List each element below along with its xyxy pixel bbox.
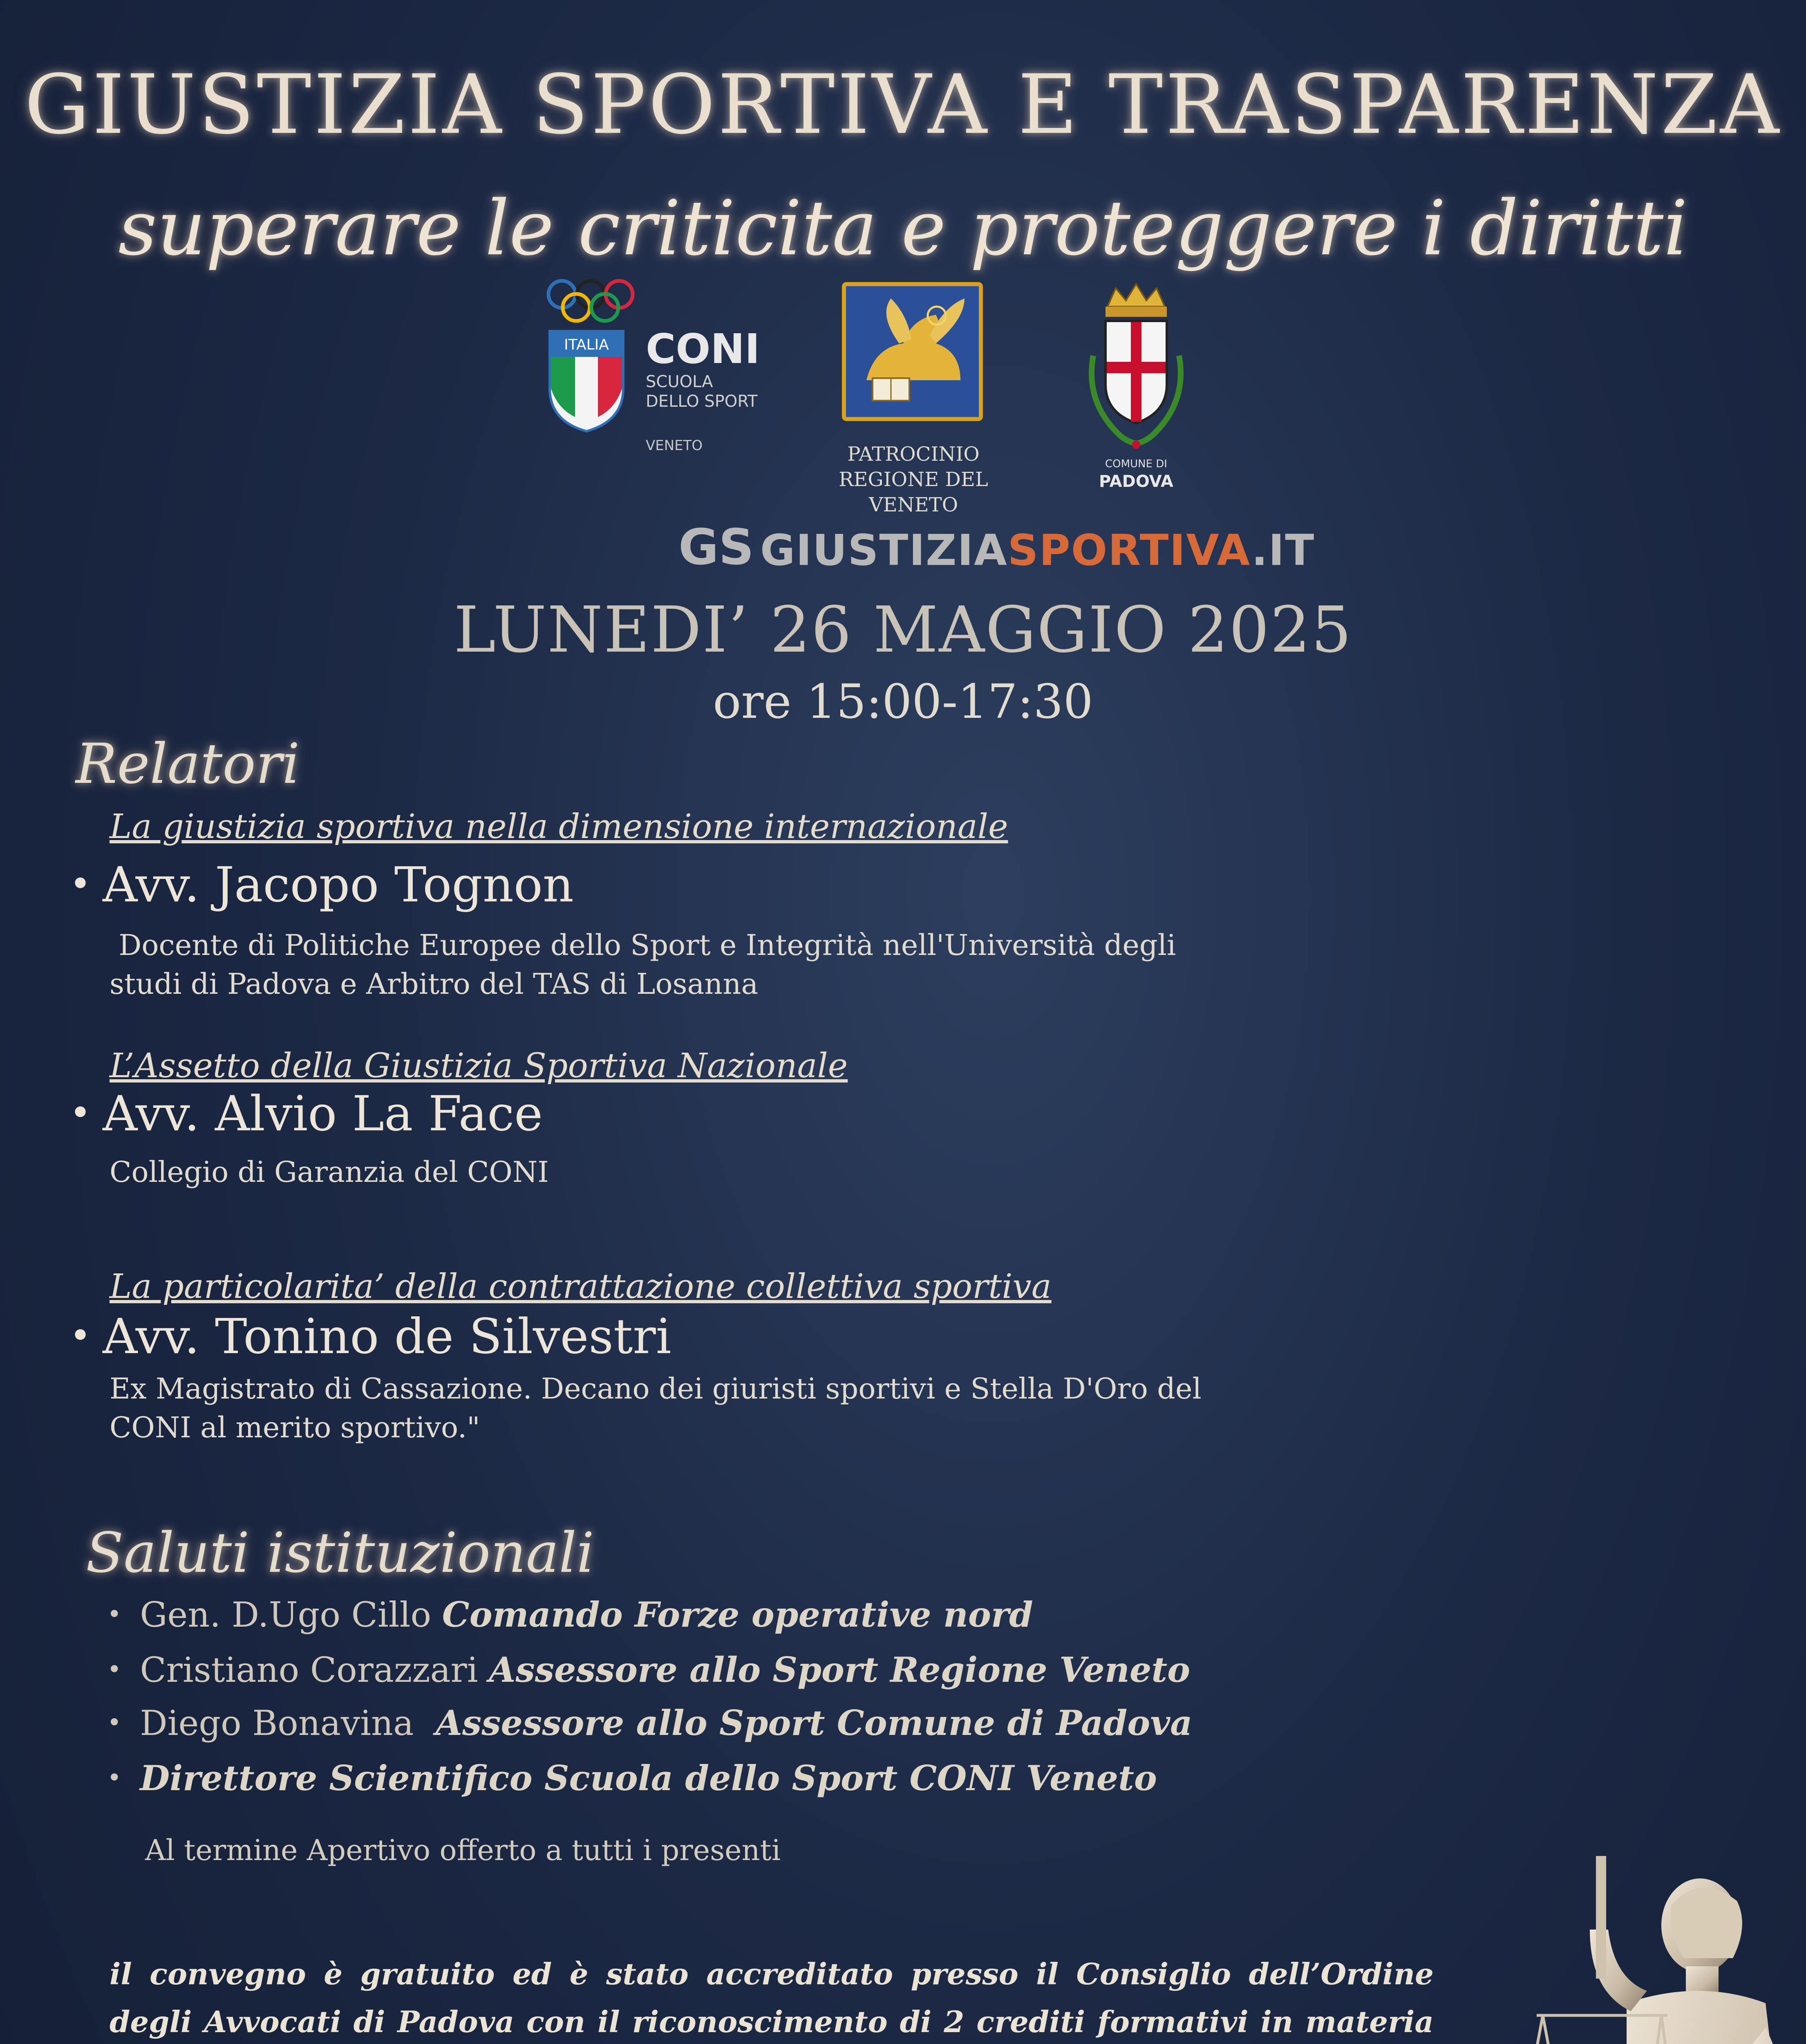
coni-logo — [544, 278, 781, 458]
relatore-topic: La giustizia sportiva nella dimensione internazionale — [110, 807, 1008, 846]
relatore-description — [110, 926, 1213, 1004]
relatore-speaker — [69, 856, 574, 913]
regione-label-line2: REGIONE DEL VENETO — [839, 468, 988, 516]
regione-veneto-logo — [807, 278, 1020, 516]
desc-line: Collegio di Garanzia del CONI — [110, 1155, 549, 1189]
relatore-speaker — [69, 1308, 671, 1365]
saluto-item — [107, 1703, 1193, 1743]
saluto-item — [107, 1650, 1190, 1690]
coni-school-line2: DELLO SPORT — [646, 392, 758, 411]
event-date: LUNEDI’ 26 MAGGIO 2025 — [454, 593, 1352, 667]
coni-school-line1: SCUOLA — [646, 372, 713, 391]
saluto-name: Gen. D.Ugo Cillo — [140, 1595, 442, 1635]
wordmark-part1: GIUSTIZIA — [760, 525, 1008, 575]
bullet: • — [107, 1600, 122, 1629]
lady-justice-statue-icon — [1455, 1856, 1806, 2044]
accreditation-notice — [110, 1950, 1434, 2044]
coni-name: CONI — [646, 325, 760, 373]
desc-line: CONI al merito sportivo." — [110, 1411, 480, 1444]
shield-text: ITALIA — [564, 336, 609, 353]
saluto-role: Direttore Scientifico Scuola dello Sport CONI Veneto — [140, 1758, 1157, 1798]
wordmark-part2: SPORTIVA — [1007, 525, 1252, 575]
speaker-name: Avv. Jacopo Tognon — [103, 856, 574, 913]
desc-line: Docente di Politiche Europee dello Sport e Integrità nell'Università degli — [110, 928, 1176, 962]
padova-label-line2: PADOVA — [1099, 472, 1173, 491]
event-time: ore 15:00-17:30 — [713, 675, 1093, 729]
relatori-heading: Relatori — [76, 732, 300, 796]
speaker-name: Avv. Tonino de Silvestri — [103, 1308, 671, 1365]
lion-of-st-mark-icon — [842, 282, 983, 421]
bullet: • — [107, 1655, 122, 1684]
saluto-item — [107, 1758, 1157, 1798]
wordmark-part3: .IT — [1251, 525, 1315, 575]
desc-line: Ex Magistrato di Cassazione. Decano dei giuristi sportivi e Stella D'Oro del — [110, 1372, 1202, 1405]
bullet: • — [69, 1314, 92, 1357]
italia-shield-icon — [546, 327, 627, 433]
coni-school — [646, 372, 758, 411]
giustiziasportiva-wordmark — [760, 525, 1315, 575]
saluto-name: Diego Bonavina — [140, 1703, 436, 1743]
bullet: • — [69, 1091, 92, 1134]
saluti-heading: Saluti istituzionali — [86, 1521, 594, 1585]
bullet: • — [107, 1764, 122, 1792]
relatore-description — [110, 1153, 1213, 1192]
saluto-role: Comando Forze operative nord — [442, 1594, 1033, 1635]
saluto-name: Cristiano Corazzari — [140, 1650, 489, 1690]
padova-label-line1: COMUNE DI — [1105, 458, 1167, 470]
saluto-role: Assessore allo Sport Regione Veneto — [489, 1650, 1191, 1690]
saluto-role: Assessore allo Sport Comune di Padova — [435, 1703, 1193, 1743]
relatore-speaker — [69, 1085, 543, 1142]
saluto-item — [107, 1594, 1033, 1635]
speaker-name: Avv. Alvio La Face — [103, 1085, 543, 1142]
regione-label-line1: PATROCINIO — [847, 443, 980, 466]
comune-padova-logo — [1071, 278, 1202, 499]
bullet: • — [107, 1708, 122, 1737]
coni-region: VENETO — [646, 437, 703, 454]
relatore-topic: L’Assetto della Giustizia Sportiva Nazionale — [110, 1047, 848, 1085]
regione-label — [807, 442, 1020, 518]
bullet: • — [69, 863, 92, 905]
event-title: GIUSTIZIA SPORTIVA E TRASPARENZA — [24, 57, 1782, 152]
relatore-description — [110, 1369, 1213, 1447]
notice-paragraph: il convegno è gratuito ed è stato accreditato presso il Consiglio dell’Ordine degli Avvocati di Padova con il riconoscimento di 2 crediti formativi in materia — [110, 1957, 1434, 2039]
giustiziasportiva-logo — [678, 517, 1315, 576]
padova-crest-icon — [1077, 282, 1195, 454]
olympic-rings-icon — [544, 278, 638, 323]
event-subtitle: superare le criticita e proteggere i diritti — [118, 184, 1688, 272]
gs-mark-icon: GS — [678, 519, 754, 576]
aperitivo-note: Al termine Apertivo offerto a tutti i presenti — [145, 1833, 781, 1867]
relatore-topic: La particolarita’ della contrattazione collettiva sportiva — [110, 1267, 1052, 1306]
desc-line: studi di Padova e Arbitro del TAS di Losanna — [110, 967, 759, 1001]
